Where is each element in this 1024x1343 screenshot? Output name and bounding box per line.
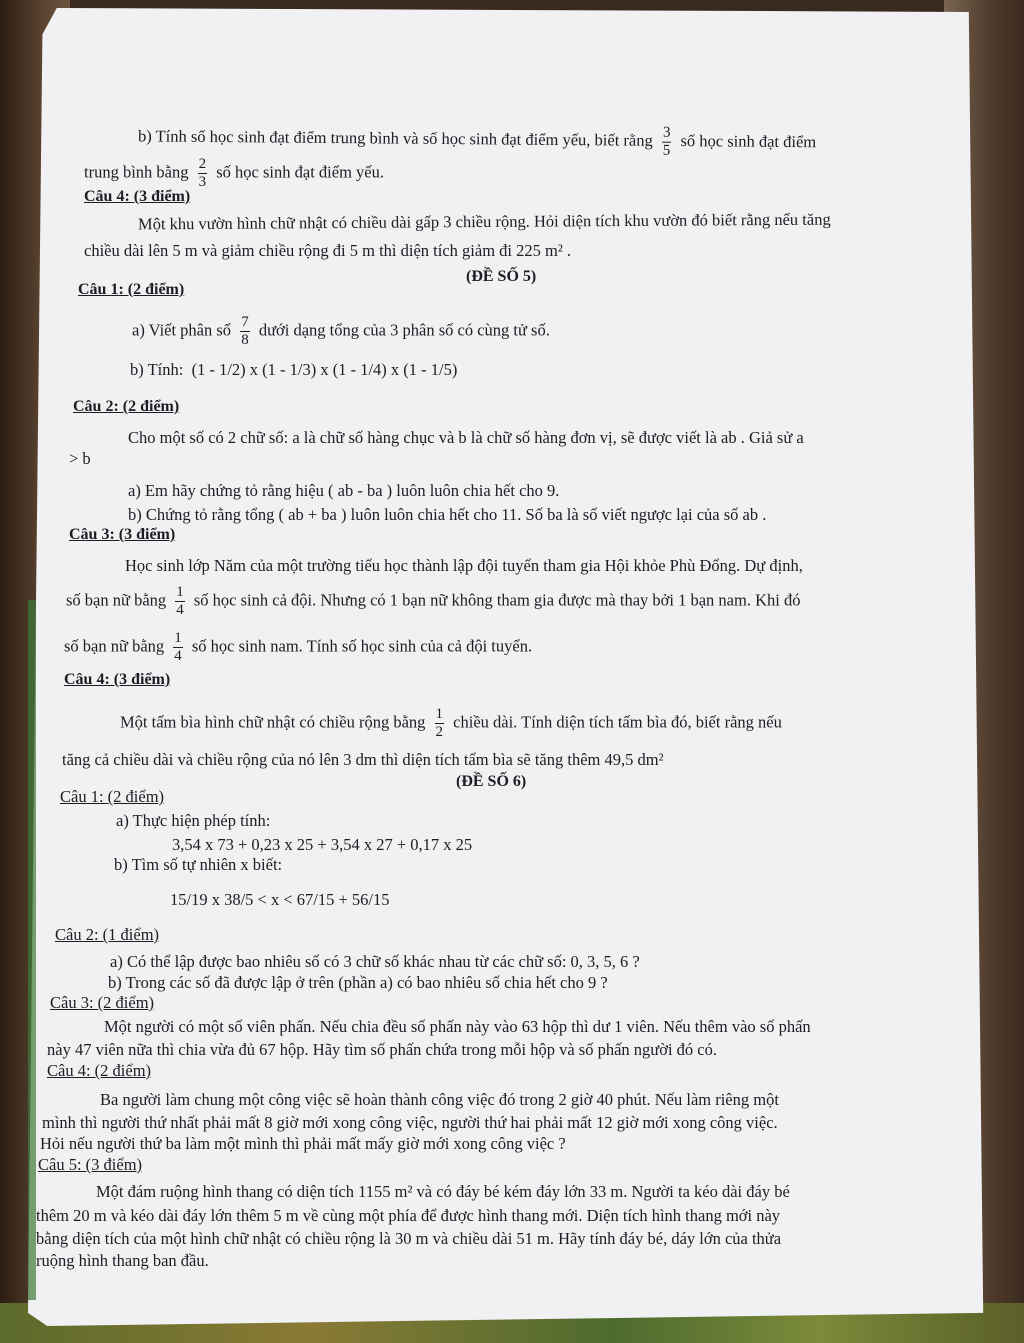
de5-q1-a: a) Viết phân số $\frac{7}{8}$ dưới dạng tổng của 3 phân số có cùng tử số. [132,314,550,348]
top-b-line2: trung bình bằng $\frac{2}{3}$ số học sinh đạt điểm yếu. [84,156,384,190]
fraction: $\frac{2}{3}$ [198,156,207,190]
de5-q2-b: b) Chứng tỏ rằng tổng ( ab + ba ) luôn luôn chia hết cho 11. Số ba là số viết ngược lại của số ab . [128,505,767,524]
top-q4-line1: Một khu vườn hình chữ nhật có chiều dài gấp 3 chiều rộng. Hỏi diện tích khu vườn đó biết rằng nếu tăng [137,209,831,234]
de6-q5-line3: bằng diện tích của một hình chữ nhật có chiều rộng là 30 m và chiều dài 51 m. Hãy tính đáy bé, dáy lớn của thửa [36,1229,782,1248]
de6-q1-b: b) Tìm số tự nhiên x biết: [114,855,283,874]
top-q4-line2: chiều dài lên 5 m và giảm chiều rộng đi 5 m thì diện tích giảm đi 225 m² . [84,241,572,260]
de6-q3-line2: này 47 viên nữa thì chia vừa đủ 67 hộp. Hãy tìm số phấn chứa trong mỗi hộp và số phấn người đó có. [47,1040,718,1059]
de6-q5-line1: Một đám ruộng hình thang có diện tích 1155 m² và có đáy bé kém đáy lớn 33 m. Người ta kéo dài đáy bé [96,1182,790,1201]
de6-q1-a: a) Thực hiện phép tính: [116,811,271,830]
exam-title: (ĐỀ SỐ 5) [466,268,537,285]
question-heading: Câu 5: (3 điểm) [38,1155,143,1174]
de6-q4-line2: mình thì người thứ nhất phải mất 8 giờ mới xong công việc, người thứ hai phải mất 12 giờ mới xong công việc. [42,1113,778,1132]
question-heading: Câu 2: (2 điểm) [73,398,180,415]
de5-q3-line3: số bạn nữ bằng $\frac{1}{4}$ số học sinh nam. Tính số học sinh của cả đội tuyển. [64,630,533,664]
question-heading: Câu 4: (3 điểm) [64,671,171,688]
question-heading: Câu 2: (1 điểm) [55,925,160,944]
de6-q2-a: a) Có thể lập được bao nhiêu số có 3 chữ số khác nhau từ các chữ số: 0, 3, 5, 6 ? [110,952,640,971]
de5-q1-b: b) Tính: (1 - 1/2) x (1 - 1/3) x (1 - 1/4) x (1 - 1/5) [130,360,458,379]
de6-q4-line1: Ba người làm chung một công việc sẽ hoàn thành công việc đó trong 2 giờ 40 phút. Nếu làm riêng một [100,1090,779,1109]
fraction: $\frac{1}{4}$ [174,630,182,664]
question-heading: Câu 3: (2 điểm) [50,993,155,1012]
question-heading: Câu 4: (2 điểm) [47,1061,152,1080]
de5-q3-line1: Học sinh lớp Năm của một trường tiểu học thành lập đội tuyển tham gia Hội khỏe Phù Đổng. Dự định, [125,556,803,575]
de5-q4-line2: tăng cả chiều dài và chiều rộng của nó lên 3 dm thì diện tích tấm bìa sẽ tăng thêm 49,5 dm² [62,750,664,769]
de6-q1-a-expr: 3,54 x 73 + 0,23 x 25 + 3,54 x 27 + 0,17 x 25 [172,835,473,854]
fraction: $\frac{1}{2}$ [435,706,444,740]
fraction: $\frac{1}{4}$ [176,584,184,618]
de5-q4-line1: Một tấm bìa hình chữ nhật có chiều rộng bằng $\frac{1}{2}$ chiều dài. Tính diện tích tấm bìa đó, biết rằng nếu [120,706,782,740]
question-heading: Câu 4: (3 điểm) [84,188,191,205]
de6-q5-line2: thêm 20 m và kéo dài đáy lớn thêm 5 m về cùng một phía để được hình thang mới. Diện tích hình thang mới này [36,1206,781,1225]
de5-q2-line2: > b [69,449,91,468]
question-heading: Câu 3: (3 điểm) [69,526,176,543]
exam-title: (ĐỀ SỐ 6) [456,773,527,790]
de6-q5-line4: ruộng hình thang ban đầu. [36,1251,209,1270]
green-edge [28,600,36,1300]
de6-q1-b-expr: 15/19 x 38/5 < x < 67/15 + 56/15 [170,890,390,909]
fraction: $\frac{3}{5}$ [662,124,671,159]
de5-q2-line1: Cho một số có 2 chữ số: a là chữ số hàng chục và b là chữ số hàng đơn vị, sẽ được viết là ab . Giả sử a [128,428,804,447]
de5-q2-a: a) Em hãy chứng tỏ rằng hiệu ( ab - ba ) luôn luôn chia hết cho 9. [128,481,560,500]
top-b-line1: b) Tính số học sinh đạt điểm trung bình và số học sinh đạt điểm yếu, biết rằng $\frac{3}{5}$ số học sinh đạt điểm [137,124,817,159]
de6-q4-line3: Hỏi nếu người thứ ba làm một mình thì phải mất mấy giờ mới xong công việc ? [40,1134,566,1153]
de6-q3-line1: Một người có một số viên phấn. Nếu chia đều số phấn này vào 63 hộp thì dư 1 viên. Nếu thêm vào số phấn [104,1017,811,1036]
question-heading: Câu 1: (2 điểm) [60,787,165,806]
de6-q2-b: b) Trong các số đã được lập ở trên (phần a) có bao nhiêu số chia hết cho 9 ? [108,973,608,992]
de5-q3-line2: số bạn nữ bằng $\frac{1}{4}$ số học sinh cả đội. Nhưng có 1 bạn nữ không tham gia được mà thay bởi 1 bạn nam. Khi đó [66,584,801,618]
fraction: $\frac{7}{8}$ [241,314,249,348]
question-heading: Câu 1: (2 điểm) [78,281,185,298]
